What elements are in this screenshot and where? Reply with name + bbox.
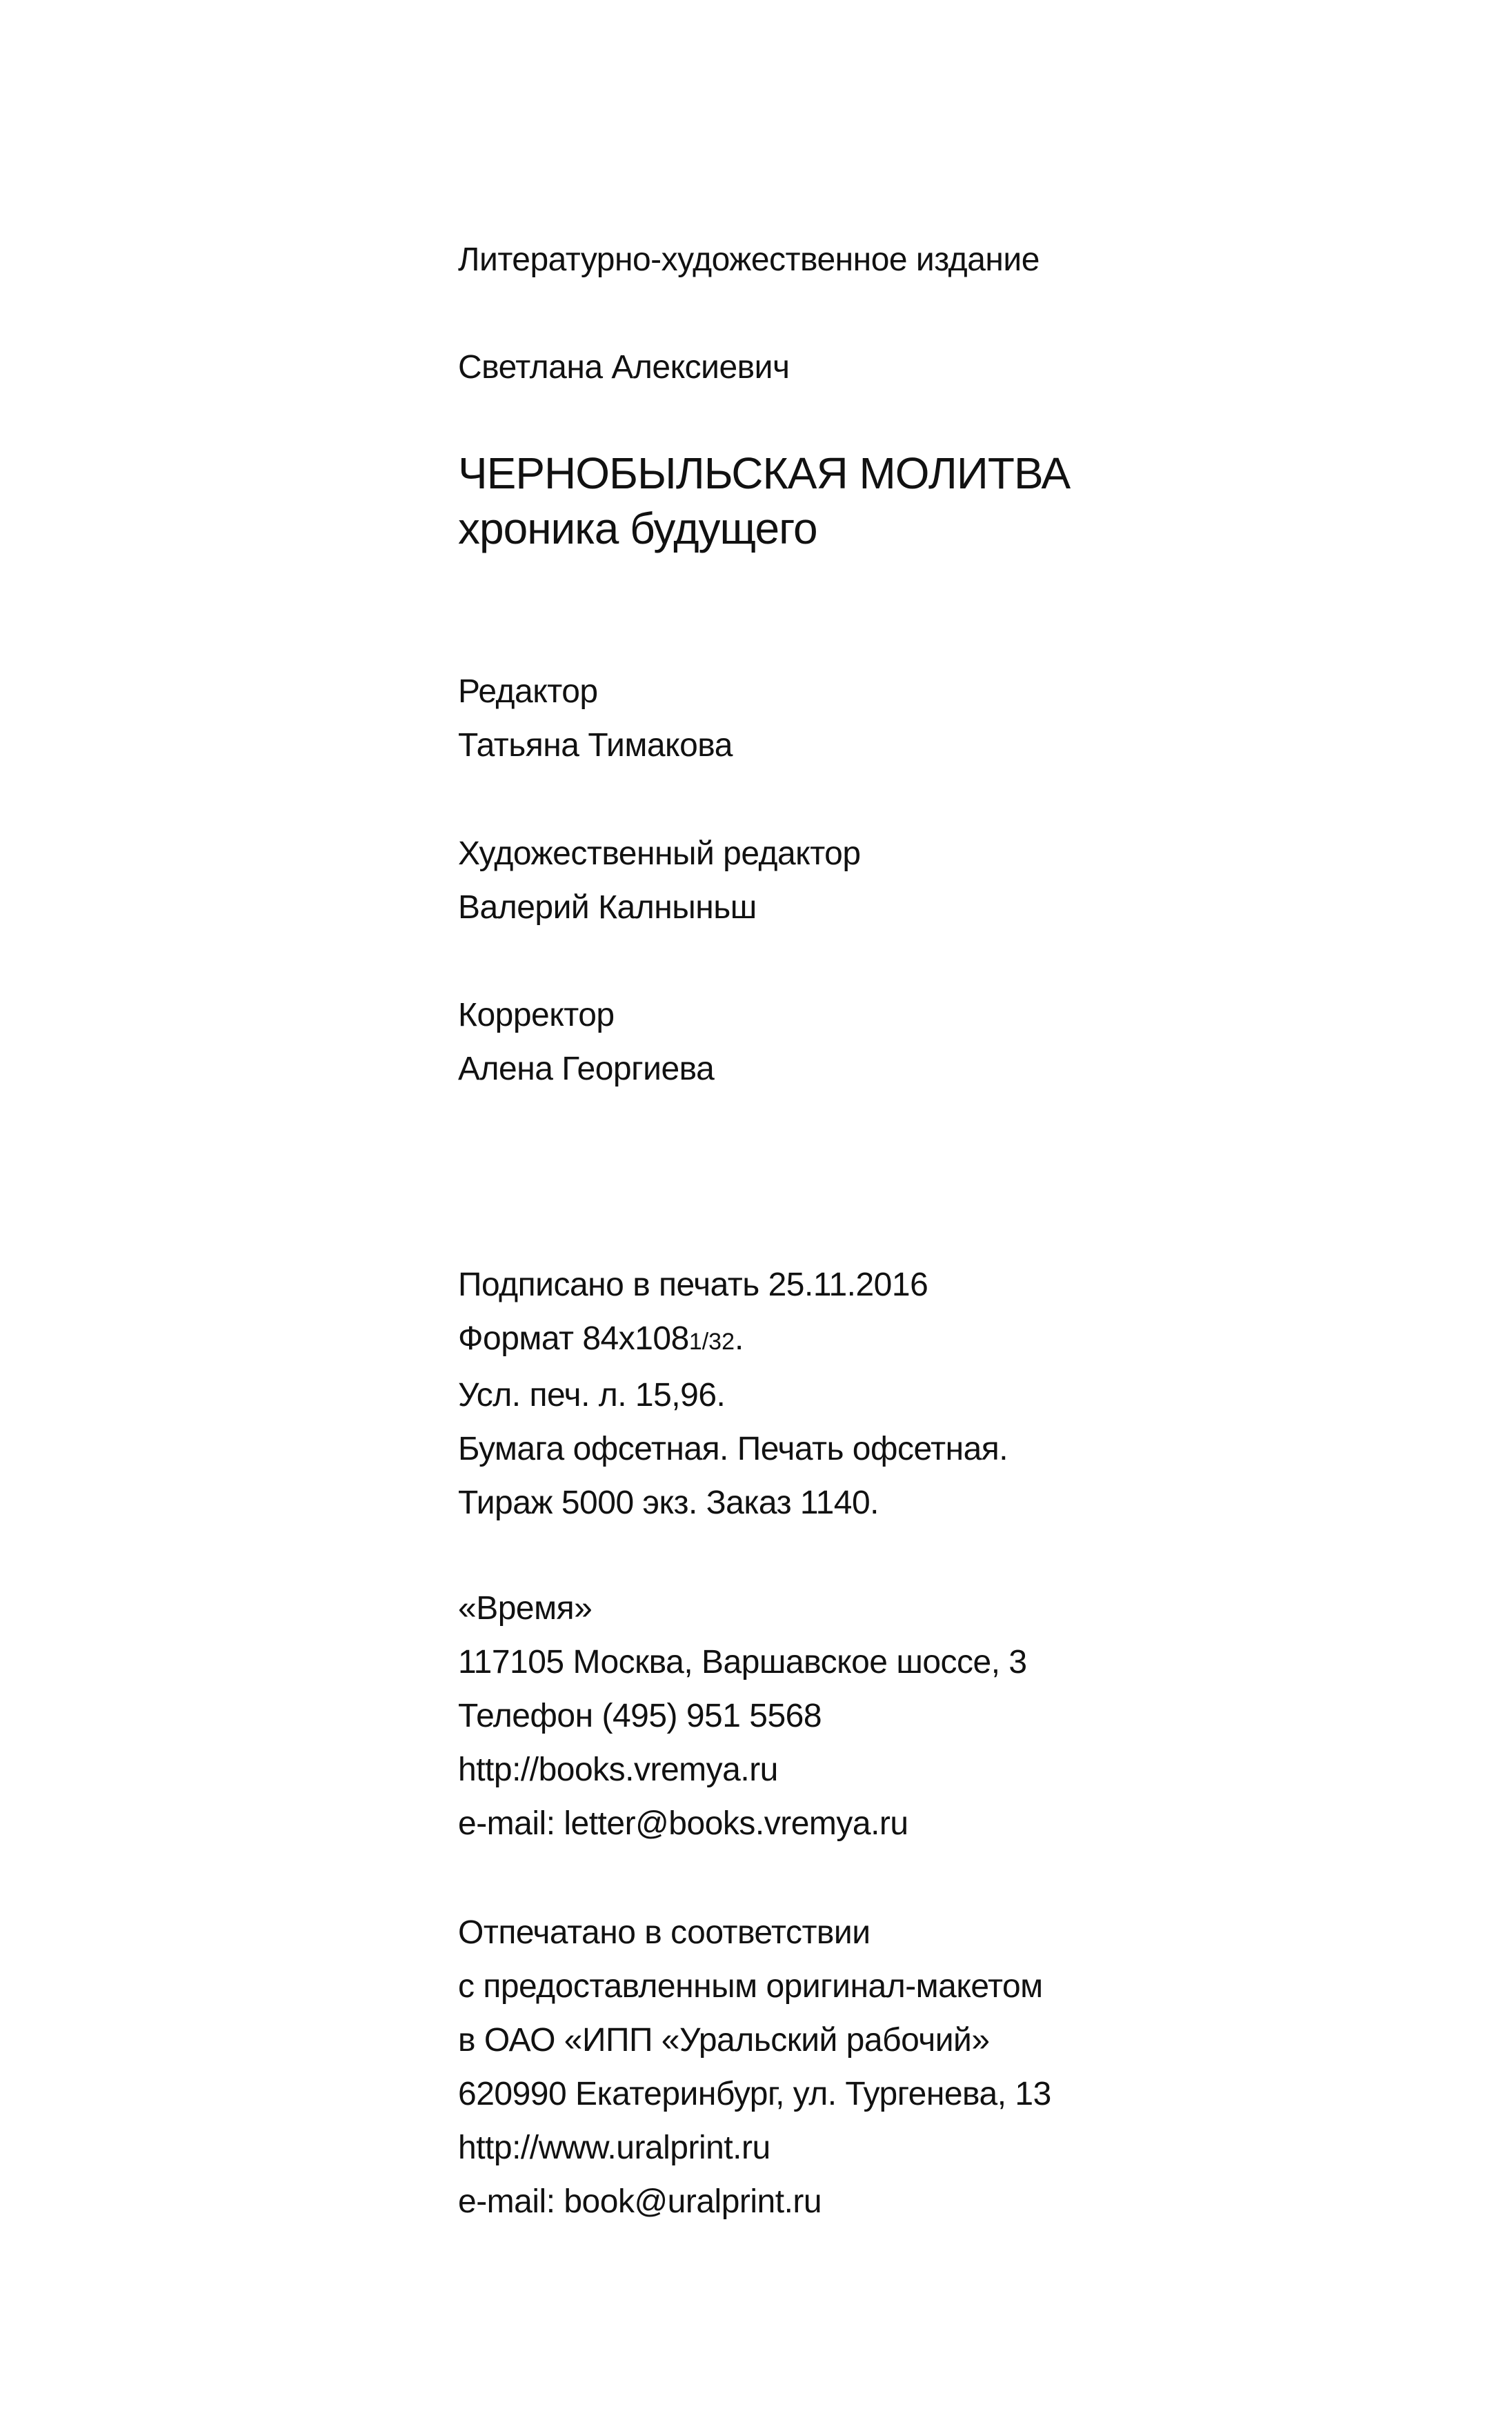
editor-name: Татьяна Тимакова	[458, 727, 733, 764]
author-name: Светлана Алексиевич	[458, 349, 790, 386]
editor-credit	[458, 665, 733, 773]
printer-address: 620990 Екатеринбург, ул. Тургенева, 13	[458, 2076, 1051, 2112]
edition-type: Литературно-художественное издание	[458, 241, 1040, 278]
art-editor-role: Художественный редактор	[458, 835, 861, 872]
format-end: .	[735, 1320, 744, 1357]
print-run: Тираж 5000 экз. Заказ 1140.	[458, 1485, 879, 1521]
print-info-block	[458, 1258, 1008, 1530]
art-editor-credit	[458, 827, 861, 935]
printer-email: e-mail: book@uralprint.ru	[458, 2183, 822, 2220]
printer-line-1: Отпечатано в соответствии	[458, 1914, 871, 1951]
corrector-role: Корректор	[458, 997, 615, 1033]
printed-sheets: Усл. печ. л. 15,96.	[458, 1377, 726, 1414]
edition-type-block	[458, 233, 1040, 287]
printer-line-2: с предоставленным оригинал-макетом	[458, 1968, 1043, 2005]
publisher-name: «Время»	[458, 1590, 593, 1627]
corrector-name: Алена Георгиева	[458, 1051, 715, 1087]
paper-info: Бумага офсетная. Печать офсетная.	[458, 1431, 1008, 1467]
editor-role: Редактор	[458, 673, 598, 710]
printer-block	[458, 1906, 1051, 2229]
publisher-phone: Телефон (495) 951 5568	[458, 1698, 822, 1734]
format-fraction: 1/32	[688, 1329, 735, 1355]
publisher-site: http://books.vremya.ru	[458, 1752, 778, 1788]
corrector-credit	[458, 989, 714, 1096]
book-title: ЧЕРНОБЫЛЬСКАЯ МОЛИТВА	[458, 448, 1071, 498]
author-block	[458, 341, 789, 395]
book-subtitle: хроника будущего	[458, 504, 817, 553]
publisher-address: 117105 Москва, Варшавское шоссе, 3	[458, 1644, 1027, 1680]
signed-to-print: Подписано в печать 25.11.2016	[458, 1267, 928, 1303]
printer-line-3: в ОАО «ИПП «Уральский рабочий»	[458, 2022, 990, 2059]
title-block	[458, 446, 1070, 556]
publisher-email: e-mail: letter@books.vremya.ru	[458, 1805, 908, 1842]
format-label: Формат 84x108	[458, 1320, 689, 1357]
art-editor-name: Валерий Калныньш	[458, 889, 757, 926]
printer-site: http://www.uralprint.ru	[458, 2130, 770, 2166]
publisher-block	[458, 1582, 1027, 1851]
format-line	[458, 1312, 1008, 1369]
